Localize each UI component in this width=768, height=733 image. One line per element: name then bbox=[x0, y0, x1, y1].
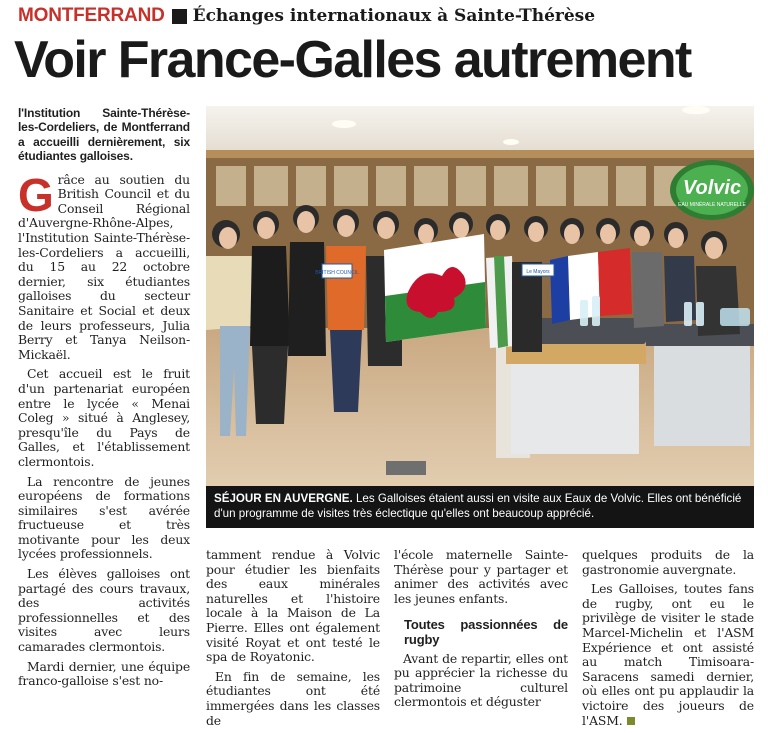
paragraph-7-start: Avant de repartir, elles ont pu apprécier la richesse du patrimoine culturel clermontois et déguster bbox=[394, 650, 568, 710]
paragraph-7-end: quelques produits de la gastronomie auvergnate. bbox=[582, 547, 754, 577]
square-bullet-icon bbox=[172, 9, 187, 24]
paragraph-1-text: râce au soutien du British Council et du Conseil Régional d'Auvergne-Rhône-Alpes, l'Institution Sainte-Thérèse-les-Cordeliers a accueilli, du 15 au 22 octobre dernier, six étudiantes galloises du secteur Sanitaire et Social et deux de leurs professeurs, Julia Berry et Tanya Neilson-Mickaël. bbox=[18, 171, 190, 362]
group-photo-illustration bbox=[206, 106, 754, 486]
volvic-logo-text: Volvic bbox=[682, 177, 742, 199]
text-column-3 bbox=[394, 548, 568, 715]
caption-text: Les Galloises étaient aussi en visite aux Eaux de Volvic. Elles ont bénéficié d'un programme de visites très éclectique qu'elles ont beaucoup apprécié. bbox=[214, 492, 742, 521]
paragraph-1 bbox=[18, 168, 190, 363]
drop-cap: G bbox=[18, 168, 54, 221]
paragraph-5-start: Mardi dernier, une équipe franco-galloise s'est no- bbox=[18, 658, 190, 689]
text-column-4 bbox=[582, 548, 754, 733]
volvic-tagline-text: EAU MINÉRALE NATURELLE bbox=[678, 202, 746, 208]
paragraph-4: Les élèves galloises ont partagé des cours travaux, des activités professionnelles et des visites avec leurs camarades clermontois. bbox=[18, 566, 190, 655]
kicker-topic: Échanges internationaux à Sainte-Thérèse bbox=[192, 6, 596, 26]
article-lead: l'Institution Sainte-Thérèse-les-Cordeliers, de Montferrand a accueilli dernièrement, six étudiantes galloises. bbox=[18, 106, 190, 164]
subheading: Toutes passionnées de rugby bbox=[404, 617, 568, 647]
sign-left-text: BRITISH COUNCIL bbox=[315, 270, 359, 276]
paragraph-6-start: En fin de semaine, les étudiantes ont été immergées dans les classes de bbox=[206, 668, 380, 728]
text-column-2 bbox=[206, 548, 380, 733]
paragraph-8-text: Les Galloises, toutes fans de rugby, ont eu le privilège de visiter le stade Marcel-Michelin et l'ASM Expérience et ont assisté au match Timisoara-Saracens samedi dernier, où elles ont pu applaudir la victoire des joueurs de l'ASM. bbox=[582, 581, 754, 728]
article-photo bbox=[206, 106, 754, 486]
paragraph-8 bbox=[582, 582, 754, 728]
paragraph-3: La rencontre de jeunes européens de formations similaires s'est avérée fructueuse et très motivante pour les deux lycées professionnels. bbox=[18, 473, 190, 562]
paragraph-2: Cet accueil est le fruit d'un partenariat européen entre le lycée « Menai Coleg » situé à Anglesey, presqu'île du Pays de Galles, et l'établissement clermontois. bbox=[18, 366, 190, 469]
kicker bbox=[18, 4, 595, 28]
photo-caption bbox=[206, 486, 754, 528]
end-mark-icon bbox=[627, 717, 635, 725]
sign-right-text: Le Mayors bbox=[526, 269, 550, 275]
text-column-1 bbox=[18, 106, 190, 694]
caption-label: SÉJOUR EN AUVERGNE. bbox=[214, 492, 353, 505]
article-headline: Voir France-Galles autrement bbox=[14, 31, 691, 89]
paragraph-6-end: l'école maternelle Sainte-Thérèse pour y partager et animer des activités avec les jeunes enfants. bbox=[394, 547, 568, 606]
paragraph-5-end: tamment rendue à Volvic pour étudier les bienfaits des eaux minérales naturelles et l'histoire locale à la Maison de La Pierre. Elles ont également visité Royat et ont testé le spa de Royatonic. bbox=[206, 547, 380, 665]
kicker-place: MONTFERRAND bbox=[18, 5, 165, 26]
